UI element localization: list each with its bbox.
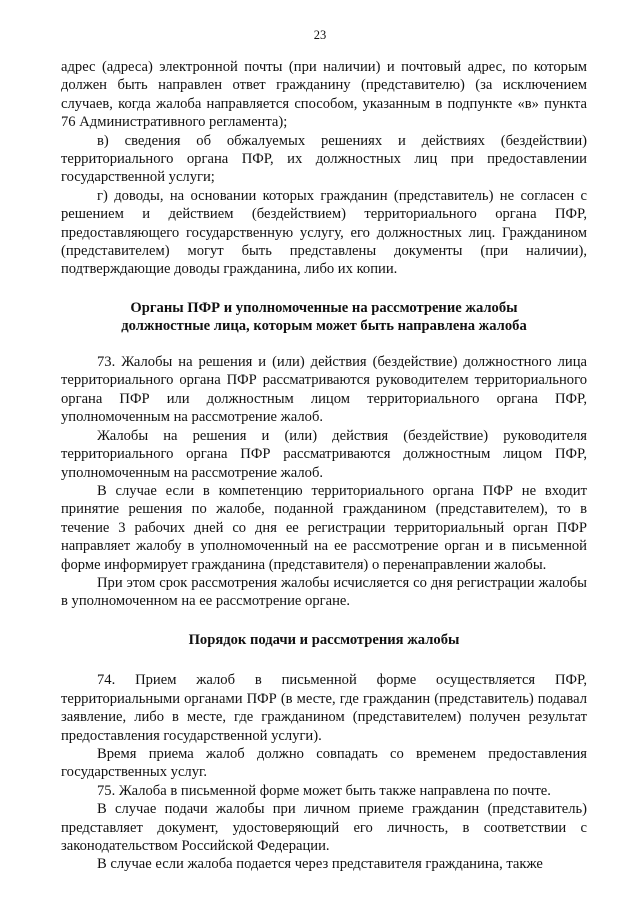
heading-line-2: должностные лица, которым может быть направлена жалоба: [121, 318, 527, 335]
paragraph-73: 73. Жалобы на решения и (или) действия (бездействие) должностного лица территориального органа ПФР рассматриваются руководителем территориального органа ПФР или должностным лицом территориального органа ПФР, уполномоченным на рассмотрение жалоб.: [61, 354, 587, 426]
paragraph-personal-reception: В случае подачи жалобы при личном приеме гражданин (представитель) представляет документ, удостоверяющий его личность, в соответствии с законодательством Российской Федерации.: [61, 801, 587, 854]
page-number: 23: [313, 28, 327, 42]
paragraph-term: При этом срок рассмотрения жалобы исчисляется со дня регистрации жалобы в уполномоченном на ее рассмотрение органе.: [61, 574, 587, 610]
page-content: [61, 58, 587, 874]
section-heading-bodies: [61, 299, 587, 336]
paragraph-item-g: г) доводы, на основании которых гражданин (представитель) не согласен с решением и действием (бездействием) территориального органа ПФР, предоставляющего государственную услугу, его должностных лиц. Гражданином (представителем) могут быть представлены документы (при наличии), подтверждающие доводы гражданина, либо их копии.: [61, 187, 587, 278]
paragraph-redirect: В случае если в компетенцию территориального органа ПФР не входит принятие решения по жалобе, поданной гражданином (представителем), то в течение 3 рабочих дней со дня ее регистрации территориальный орган ПФР направляет жалобу в уполномоченный на ее рассмотрение орган и в письменной форме информирует гражданина (представителя) о перенаправлении жалобы.: [61, 482, 587, 573]
paragraph-representative: В случае если жалоба подается через представителя гражданина, также: [97, 856, 543, 873]
paragraph-74: 74. Прием жалоб в письменной форме осуществляется ПФР, территориальными органами ПФР (в месте, где гражданин (представитель) подавал заявление, либо в месте, где гражданином (представителем) получен результат предоставления государственной услуги).: [61, 672, 587, 744]
paragraph-address: адрес (адреса) электронной почты (при наличии) и почтовый адрес, по которым должен быть направлен ответ гражданину (представителю) (за исключением случаев, когда жалоба направляется способом, указанным в подпункте «в» пункта 76 Административного регламента);: [61, 59, 587, 131]
paragraph-head-complaints: Жалобы на решения и (или) действия (бездействие) руководителя территориального органа ПФР рассматриваются должностным лицом ПФР, уполномоченным на рассмотрение жалоб.: [61, 427, 587, 481]
paragraph-item-v: в) сведения об обжалуемых решениях и действиях (бездействии) территориального органа ПФР, их должностных лиц при предоставлении государственной услуги;: [61, 132, 587, 186]
paragraph-time: Время приема жалоб должно совпадать со временем предоставления государственных услуг.: [61, 745, 587, 781]
heading-line-1: Органы ПФР и уполномоченные на рассмотрение жалобы: [130, 299, 518, 316]
section-heading-procedure: Порядок подачи и рассмотрения жалобы: [188, 631, 460, 648]
paragraph-75: 75. Жалоба в письменной форме может быть также направлена по почте.: [97, 782, 551, 799]
